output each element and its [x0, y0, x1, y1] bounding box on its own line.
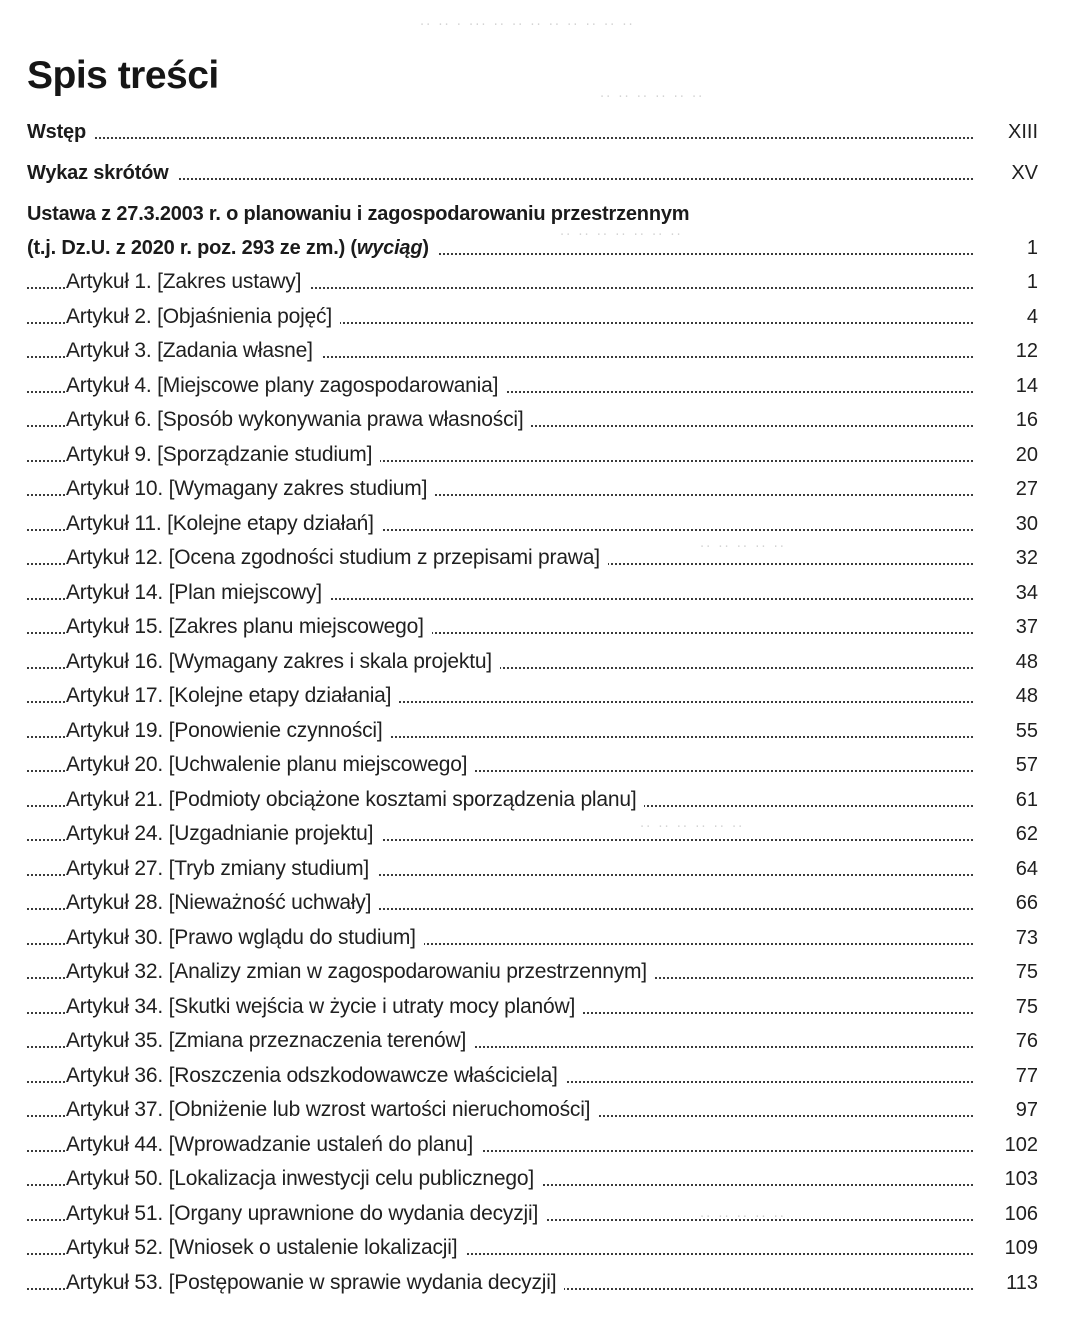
- toc-entry-page: 14: [1015, 375, 1038, 397]
- toc-entry-label: Artykuł 20. [Uchwalenie planu miejscowego]: [66, 750, 475, 780]
- toc-entry-intro[interactable]: [0, 117, 1078, 147]
- toc-entry-label: Wstęp: [27, 117, 94, 147]
- toc-entry-article[interactable]: [0, 923, 1078, 953]
- toc-entry-page: 66: [1015, 892, 1038, 914]
- toc-entry-label: Artykuł 14. [Plan miejscowy]: [66, 578, 330, 608]
- toc-entry-page: 109: [1004, 1237, 1038, 1259]
- scan-noise: ·· ·· ·· ·· ·· ··: [640, 820, 745, 835]
- toc-entry-label: Artykuł 52. [Wniosek o ustalenie lokalizacji]: [66, 1233, 465, 1263]
- toc-entry-page: XIII: [1007, 121, 1038, 143]
- toc-entry-article[interactable]: [0, 302, 1078, 332]
- toc-entry-page: 4: [1026, 306, 1038, 328]
- toc-entry-label: Artykuł 6. [Sposób wykonywania prawa własności]: [66, 405, 531, 435]
- toc-entry-article[interactable]: [0, 1233, 1078, 1263]
- toc-entry-page: 57: [1015, 754, 1038, 776]
- toc-entry-article[interactable]: [0, 785, 1078, 815]
- toc-entry-page: 48: [1015, 685, 1038, 707]
- toc-entry-label: Artykuł 24. [Uzgadnianie projektu]: [66, 819, 381, 849]
- toc-entry-page: 106: [1004, 1203, 1038, 1225]
- toc-entry-page: 76: [1015, 1030, 1038, 1052]
- toc-entry-page: 113: [1006, 1272, 1038, 1294]
- toc-entry-article[interactable]: [0, 819, 1078, 849]
- toc-entry-article[interactable]: [0, 1199, 1078, 1229]
- toc-entry-article[interactable]: [0, 647, 1078, 677]
- toc-entry-article[interactable]: [0, 750, 1078, 780]
- scan-noise: ·· ·· ·· ·· ·· ··: [600, 90, 705, 105]
- toc-entry-page: 30: [1015, 513, 1038, 535]
- toc-entry-page: 102: [1004, 1134, 1038, 1156]
- toc-entry-label: Artykuł 3. [Zadania własne]: [66, 336, 321, 366]
- toc-entry-label: Artykuł 21. [Podmioty obciążone kosztami sporządzenia planu]: [66, 785, 644, 815]
- toc-entry-page: 55: [1015, 720, 1038, 742]
- act-title-line1: Ustawa z 27.3.2003 r. o planowaniu i zagospodarowaniu przestrzennym: [27, 203, 690, 225]
- toc-entry-page: 103: [1004, 1168, 1038, 1190]
- scan-noise: ·· ·· ·· ·· ·· ·· ··: [560, 228, 683, 243]
- toc-entry-label: Artykuł 44. [Wprowadzanie ustaleń do planu]: [66, 1130, 481, 1160]
- toc-entry-article[interactable]: [0, 440, 1078, 470]
- toc-entry-article[interactable]: [0, 1061, 1078, 1091]
- toc-entry-page: 64: [1015, 858, 1038, 880]
- toc-entry-article[interactable]: [0, 681, 1078, 711]
- toc-entry-label: Artykuł 50. [Lokalizacja inwestycji celu publicznego]: [66, 1164, 542, 1194]
- toc-entry-article[interactable]: [0, 543, 1078, 573]
- toc-entry-page: 1: [1026, 237, 1038, 259]
- toc-entry-article[interactable]: [0, 405, 1078, 435]
- page-title: Spis treści: [27, 54, 219, 97]
- toc-entry-page: 62: [1015, 823, 1038, 845]
- toc-entry-page: 27: [1015, 478, 1038, 500]
- toc-entry-label: Artykuł 51. [Organy uprawnione do wydania decyzji]: [66, 1199, 546, 1229]
- toc-entry-article[interactable]: [0, 888, 1078, 918]
- toc-entry-label: Artykuł 35. [Zmiana przeznaczenia terenów]: [66, 1026, 474, 1056]
- toc-entry-page: 75: [1015, 996, 1038, 1018]
- toc-entry-label: Artykuł 17. [Kolejne etapy działania]: [66, 681, 399, 711]
- act-title-line2: [27, 233, 437, 263]
- act-excerpt-note: wyciąg: [356, 237, 423, 259]
- toc-entry-abbreviations[interactable]: [0, 158, 1078, 188]
- toc-entry-page: 37: [1015, 616, 1038, 638]
- toc-entry-article[interactable]: [0, 578, 1078, 608]
- toc-entry-page: 20: [1015, 444, 1038, 466]
- toc-entry-page: 12: [1015, 340, 1038, 362]
- toc-entry-label: Artykuł 19. [Ponowienie czynności]: [66, 716, 391, 746]
- toc-entry-article[interactable]: [0, 957, 1078, 987]
- act-citation: (t.j. Dz.U. z 2020 r. poz. 293 ze zm.) (: [27, 237, 357, 259]
- scan-noise: ·· ·· ·· ·· ··: [700, 1210, 786, 1225]
- toc-entry-page: XV: [1011, 162, 1038, 184]
- toc-entry-label: Artykuł 37. [Obniżenie lub wzrost wartości nieruchomości]: [66, 1095, 598, 1125]
- toc-entry-label: Artykuł 12. [Ocena zgodności studium z przepisami prawa]: [66, 543, 608, 573]
- toc-entry-label: Artykuł 32. [Analizy zmian w zagospodarowaniu przestrzennym]: [66, 957, 655, 987]
- toc-entry-page: 61: [1015, 789, 1038, 811]
- toc-entry-label: Artykuł 34. [Skutki wejścia w życie i utraty mocy planów]: [66, 992, 583, 1022]
- toc-entry-page: 32: [1015, 547, 1038, 569]
- toc-entry-article[interactable]: [0, 336, 1078, 366]
- toc-entry-article[interactable]: [0, 1268, 1078, 1298]
- toc-entry-page: 97: [1015, 1099, 1038, 1121]
- toc-entry-label: Artykuł 16. [Wymagany zakres i skala projektu]: [66, 647, 500, 677]
- toc-entry-article[interactable]: [0, 267, 1078, 297]
- toc-entry-article[interactable]: [0, 474, 1078, 504]
- scan-noise: ·· ·· ·· ·· ··: [700, 540, 786, 555]
- toc-entry-label: Artykuł 30. [Prawo wglądu do studium]: [66, 923, 424, 953]
- scan-noise: ·· ·· · ··· ·· ·· ·· ·· ·· ·· ·· ··: [420, 18, 635, 33]
- toc-entry-page: 16: [1015, 409, 1038, 431]
- toc-entry-page: 75: [1015, 961, 1038, 983]
- toc-entry-label: Artykuł 27. [Tryb zmiany studium]: [66, 854, 377, 884]
- toc-entry-label: Artykuł 28. [Nieważność uchwały]: [66, 888, 379, 918]
- toc-entry-page: 34: [1015, 582, 1038, 604]
- act-citation-end: ): [422, 237, 429, 259]
- toc-entry-article[interactable]: [0, 1095, 1078, 1125]
- toc-entry-label: Artykuł 1. [Zakres ustawy]: [66, 267, 309, 297]
- toc-entry-article[interactable]: [0, 992, 1078, 1022]
- dot-leader: [27, 137, 973, 139]
- toc-entry-label: Artykuł 36. [Roszczenia odszkodowawcze właściciela]: [66, 1061, 566, 1091]
- toc-entry-act[interactable]: [0, 233, 1078, 263]
- toc-entry-article[interactable]: [0, 1026, 1078, 1056]
- toc-entry-label: Artykuł 10. [Wymagany zakres studium]: [66, 474, 435, 504]
- toc-entry-article[interactable]: [0, 1164, 1078, 1194]
- toc-entry-page: 77: [1015, 1065, 1038, 1087]
- toc-entry-label: Artykuł 2. [Objaśnienia pojęć]: [66, 302, 340, 332]
- toc-entry-label: Artykuł 4. [Miejscowe plany zagospodarowania]: [66, 371, 506, 401]
- toc-entry-page: 73: [1015, 927, 1038, 949]
- toc-entry-label: Artykuł 53. [Postępowanie w sprawie wydania decyzji]: [66, 1268, 564, 1298]
- toc-entry-label: Artykuł 11. [Kolejne etapy działań]: [66, 509, 382, 539]
- toc-entry-label: Wykaz skrótów: [27, 158, 177, 188]
- toc-entry-article[interactable]: [0, 1130, 1078, 1160]
- toc-entry-label: Artykuł 15. [Zakres planu miejscowego]: [66, 612, 432, 642]
- toc-entry-article[interactable]: [0, 716, 1078, 746]
- toc-entry-article[interactable]: [0, 509, 1078, 539]
- toc-entry-article[interactable]: [0, 854, 1078, 884]
- toc-entry-page: 1: [1026, 271, 1038, 293]
- toc-entry-article[interactable]: [0, 612, 1078, 642]
- toc-entry-page: 48: [1015, 651, 1038, 673]
- toc-entry-article[interactable]: [0, 371, 1078, 401]
- toc-entry-label: Artykuł 9. [Sporządzanie studium]: [66, 440, 380, 470]
